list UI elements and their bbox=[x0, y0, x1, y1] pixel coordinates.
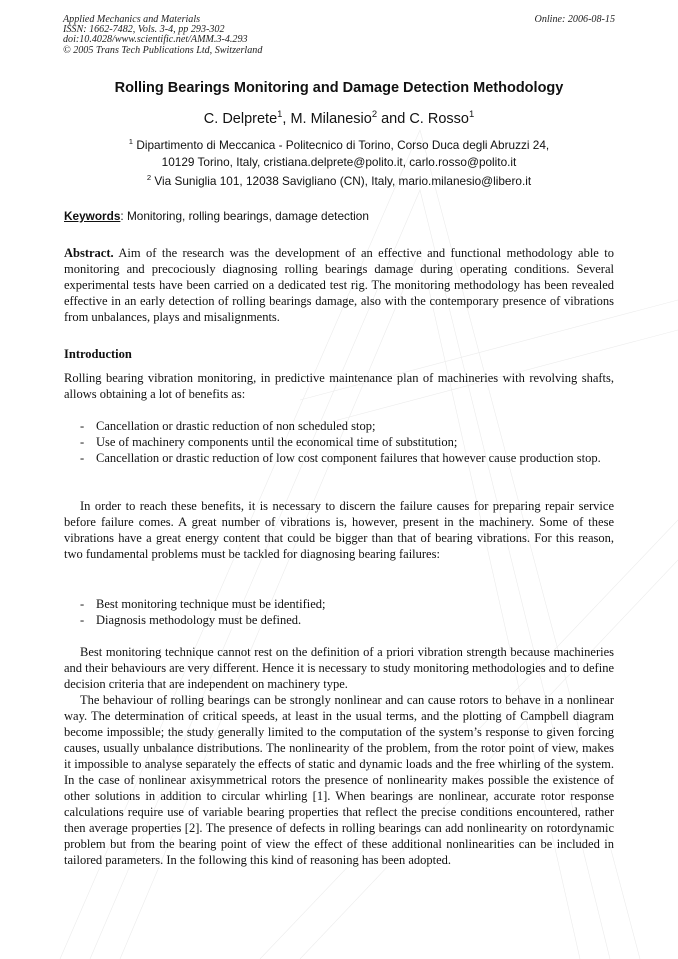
issn-line: ISSN: 1662-7482, Vols. 3-4, pp 293-302 bbox=[63, 24, 225, 36]
problems-list bbox=[64, 596, 614, 628]
author-name: M. Milanesio bbox=[290, 111, 372, 127]
keywords-text: : Monitoring, rolling bearings, damage detection bbox=[120, 209, 369, 223]
list-item: - Best monitoring technique must be identified; bbox=[64, 596, 614, 612]
author-affil-mark: 2 bbox=[371, 108, 378, 120]
list-item: - Cancellation or drastic reduction of non scheduled stop; bbox=[64, 418, 614, 434]
body-paragraph: The behaviour of rolling bearings can be strongly nonlinear and can cause rotors to behave in a nonlinear way. The determination of critical speeds, at least in the usual terms, and the plotting of Campbell diagram become impossible; the study generally limited to the computation of the system’s response to given forcing causes, usually unbalance distributions. The nonlinearity of the problem, from the rotor point of view, makes it impossible to analyse separately the effects of static and dynamic loads and the free whirling of the system. In the case of nonlinear axisymmetrical rotors the presence of nonlinearity makes possible the existence of other solutions in addition to circular whirling [1]. When bearings are nonlinear, accurate rotor response calculations require use of variable bearing properties that reflect the precise conditions encountered, rather then average properties [2]. The presence of defects in rolling bearings can add nonlinearity on rotordynamic problem but from the bearing point of view the effect of these additional nonlinearities can be included in tailored parameters. In the following this kind of reasoning has been adopted. bbox=[64, 693, 614, 867]
author-affil-mark: 1 bbox=[468, 108, 475, 120]
body-paragraph: In order to reach these benefits, it is necessary to discern the failure causes for preparing repair service before failure comes. A great number of vibrations is, however, present in the machinery. Some of these vibrations have a great energy content that could be bigger than that of bearing vibrations. For this reason, two fundamental problems must be tackled for diagnosing bearing failures: bbox=[64, 499, 614, 561]
online-date: Online: 2006-08-15 bbox=[534, 14, 615, 25]
affiliation-mark: 2 bbox=[146, 173, 152, 183]
intro-lead-paragraph: Rolling bearing vibration monitoring, in predictive maintenance plan of machineries with revolving shafts, allows obtaining a lot of benefits as: bbox=[64, 371, 614, 401]
list-item: - Use of machinery components until the economical time of substitution; bbox=[64, 434, 614, 450]
author-list bbox=[40, 108, 638, 127]
author-name: C. Delprete bbox=[203, 111, 278, 127]
list-item: - Diagnosis methodology must be defined. bbox=[64, 612, 614, 628]
affiliation-2 bbox=[40, 173, 638, 190]
author-name: C. Rosso bbox=[409, 111, 469, 127]
journal-header bbox=[63, 15, 615, 56]
list-item: - Cancellation or drastic reduction of low cost component failures that however cause production stop. bbox=[64, 450, 614, 466]
doi-line: doi:10.4028/www.scientific.net/AMM.3-4.293 bbox=[63, 34, 248, 46]
author-separator: and bbox=[377, 111, 410, 127]
author-separator: , bbox=[282, 111, 291, 127]
abstract-paragraph bbox=[64, 245, 614, 325]
section-heading-introduction: Introduction bbox=[64, 347, 132, 361]
paper-title: Rolling Bearings Monitoring and Damage Detection Methodology bbox=[114, 80, 564, 96]
abstract-label: Abstract. bbox=[64, 246, 114, 260]
author-affil-mark: 1 bbox=[277, 108, 283, 120]
affiliation-line: Dipartimento di Meccanica - Politecnico di Torino, Corso Duca degli Abruzzi 24, bbox=[136, 138, 550, 152]
keywords-label: Keywords bbox=[64, 209, 121, 223]
keywords-line bbox=[64, 209, 615, 223]
affiliation-line: 10129 Torino, Italy, cristiana.delprete@polito.it, carlo.rosso@polito.it bbox=[161, 155, 517, 169]
abstract-text: Aim of the research was the development of an effective and functional methodology able to monitoring and precociously diagnosing rolling bearings damage during operating conditions. Several experimental tests have been carried on a dedicated test rig. The monitoring methodology has been revealed effective in an early detection of rolling bearings damage, also with the contemporary presence of vibrations from unbalances, plays and misalignments. bbox=[64, 246, 614, 324]
journal-name: Applied Mechanics and Materials bbox=[63, 14, 201, 25]
affiliation-1 bbox=[40, 137, 638, 171]
benefits-list bbox=[64, 418, 614, 466]
body-paragraph: Best monitoring technique cannot rest on the definition of a priori vibration strength because machineries and their behaviours are very different. Hence it is necessary to study monitoring methodologies and to define decision criteria that are independent on machinery type. bbox=[64, 645, 614, 691]
affiliation-mark: 1 bbox=[128, 137, 134, 147]
affiliation-line: Via Suniglia 101, 12038 Savigliano (CN), Italy, mario.milanesio@libero.it bbox=[154, 174, 532, 188]
copyright-line: © 2005 Trans Tech Publications Ltd, Switzerland bbox=[63, 44, 263, 56]
